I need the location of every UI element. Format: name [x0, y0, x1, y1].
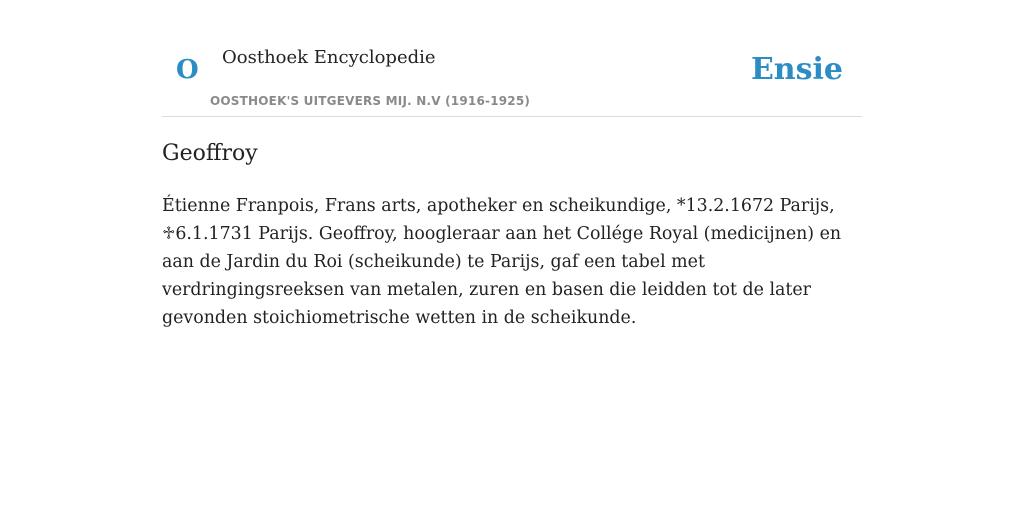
source-logo: O [176, 55, 199, 85]
source-title: Oosthoek Encyclopedie [222, 47, 436, 68]
entry-title: Geoffroy [162, 141, 258, 166]
publisher-label: OOSTHOEK'S UITGEVERS MIJ. N.V (1916-1925) [210, 94, 531, 108]
entry-body: Étienne Franpois, Frans arts, apotheker en scheikundige, *13.2.1672 Parijs, ♱6.1.1731 Parijs. Geoffroy, hoogleraar aan het Collége Royal (medicijnen) en aan de Jardin du Roi (scheikunde) te Parijs, gaf een tabel met verdringingsreeksen van metalen, zuren en basen die leidden tot de later gevonden stoichiometrische wetten in de scheikunde. [162, 196, 842, 328]
brand-logo-link[interactable]: Ensie [750, 52, 843, 87]
source-header [162, 0, 862, 117]
